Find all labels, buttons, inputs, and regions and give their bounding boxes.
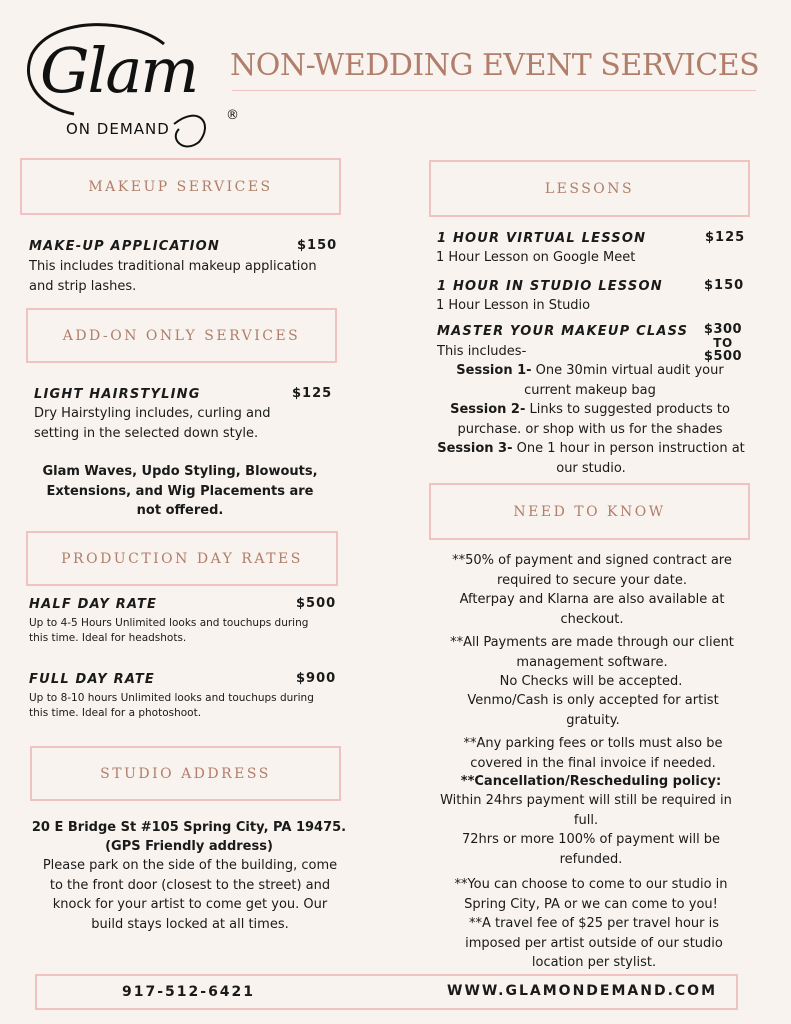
studio-lesson-price: $150 (704, 278, 745, 293)
master-price-high: $500 (703, 349, 743, 364)
makeup-application-name: MAKE-UP APPLICATION (29, 239, 220, 254)
master-class-includes: This includes- (437, 344, 527, 359)
cancellation-24hrs: Within 24hrs payment will still be required in full. (440, 793, 732, 828)
light-hairstyling-name: LIGHT HAIRSTYLING (34, 387, 201, 402)
studio-address-heading: STUDIO ADDRESS (30, 746, 341, 801)
brand-logo (14, 14, 244, 154)
title-divider (232, 90, 756, 91)
need-to-know-heading: NEED TO KNOW (429, 483, 750, 540)
note-location: **You can choose to come to our studio in Spring City, PA or we can come to you! (454, 877, 728, 912)
session-2-label: Session 2- (450, 402, 526, 417)
cancellation-72hrs: 72hrs or more 100% of payment will be refunded. (461, 832, 721, 867)
logo-subtitle: ON DEMAND (66, 120, 170, 138)
makeup-application-desc: This includes traditional makeup application and strip lashes. (29, 259, 317, 294)
studio-parking-instructions: Please park on the side of the building, come to the front door (closest to the street) and knock for your artist to come get you. Our build stays locked at all times. (42, 858, 338, 932)
footer-phone[interactable]: 917-512-6421 (122, 984, 256, 1000)
note-afterpay: Afterpay and Klarna are also available at checkout. (459, 592, 725, 627)
note-payments: **All Payments are made through our client management software. (450, 635, 734, 670)
session-3-text: One 1 hour in person instruction at our studio. (512, 441, 745, 476)
logo-word: Glam (40, 34, 198, 107)
half-day-desc: Up to 4-5 Hours Unlimited looks and touchups during this time. Ideal for headshots. (29, 617, 309, 644)
makeup-services-heading: MAKEUP SERVICES (20, 158, 341, 215)
page-title: NON-WEDDING EVENT SERVICES (230, 48, 760, 83)
virtual-lesson-name: 1 HOUR VIRTUAL LESSON (437, 231, 647, 246)
studio-lesson-name: 1 HOUR IN STUDIO LESSON (437, 279, 663, 294)
full-day-desc: Up to 8-10 hours Unlimited looks and touchups during this time. Ideal for a photoshoot. (29, 692, 314, 719)
note-venmo: Venmo/Cash is only accepted for artist gratuity. (467, 693, 719, 728)
session-1-label: Session 1- (456, 363, 532, 378)
registered-mark: ® (226, 108, 239, 123)
lessons-heading: LESSONS (429, 160, 750, 217)
makeup-application-price: $150 (297, 238, 338, 253)
not-offered-notice: Glam Waves, Updo Styling, Blowouts, Extensions, and Wig Placements are not offered. (42, 464, 318, 518)
master-class-name: MASTER YOUR MAKEUP CLASS (437, 324, 689, 339)
half-day-name: HALF DAY RATE (29, 597, 158, 612)
half-day-price: $500 (296, 596, 337, 611)
studio-gps-note: (GPS Friendly address) (105, 839, 273, 854)
note-deposit: **50% of payment and signed contract are required to secure your date. (452, 553, 732, 588)
virtual-lesson-price: $125 (705, 230, 746, 245)
light-hairstyling-price: $125 (292, 386, 333, 401)
session-1-text: One 30min virtual audit your current makeup bag (524, 363, 724, 398)
studio-address: 20 E Bridge St #105 Spring City, PA 19475. (31, 820, 347, 835)
cancellation-policy-label: **Cancellation/Rescheduling policy: (460, 774, 722, 789)
session-1 (450, 361, 730, 400)
note-no-checks: No Checks will be accepted. (499, 674, 683, 689)
note-travel-fee: **A travel fee of $25 per travel hour is imposed per artist outside of our studio location per stylist. (465, 916, 723, 970)
studio-lesson-desc: 1 Hour Lesson in Studio (436, 298, 591, 313)
addon-services-heading: ADD-ON ONLY SERVICES (26, 308, 337, 363)
master-class-price (700, 323, 746, 364)
virtual-lesson-desc: 1 Hour Lesson on Google Meet (436, 250, 636, 265)
full-day-price: $900 (296, 671, 337, 686)
full-day-name: FULL DAY RATE (29, 672, 156, 687)
master-price-to: TO (713, 335, 733, 350)
session-3-label: Session 3- (437, 441, 513, 456)
session-2 (440, 400, 740, 439)
session-3 (432, 439, 750, 478)
production-day-heading: PRODUCTION DAY RATES (26, 531, 338, 586)
note-parking: **Any parking fees or tolls must also be covered in the final invoice if needed. (463, 736, 723, 771)
master-price-low: $300 (703, 322, 743, 337)
light-hairstyling-desc: Dry Hairstyling includes, curling and setting in the selected down style. (34, 406, 271, 441)
session-2-text: Links to suggested products to purchase. or shop with us for the shades (457, 402, 730, 437)
footer-website[interactable]: WWW.GLAMONDEMAND.COM (447, 983, 718, 999)
